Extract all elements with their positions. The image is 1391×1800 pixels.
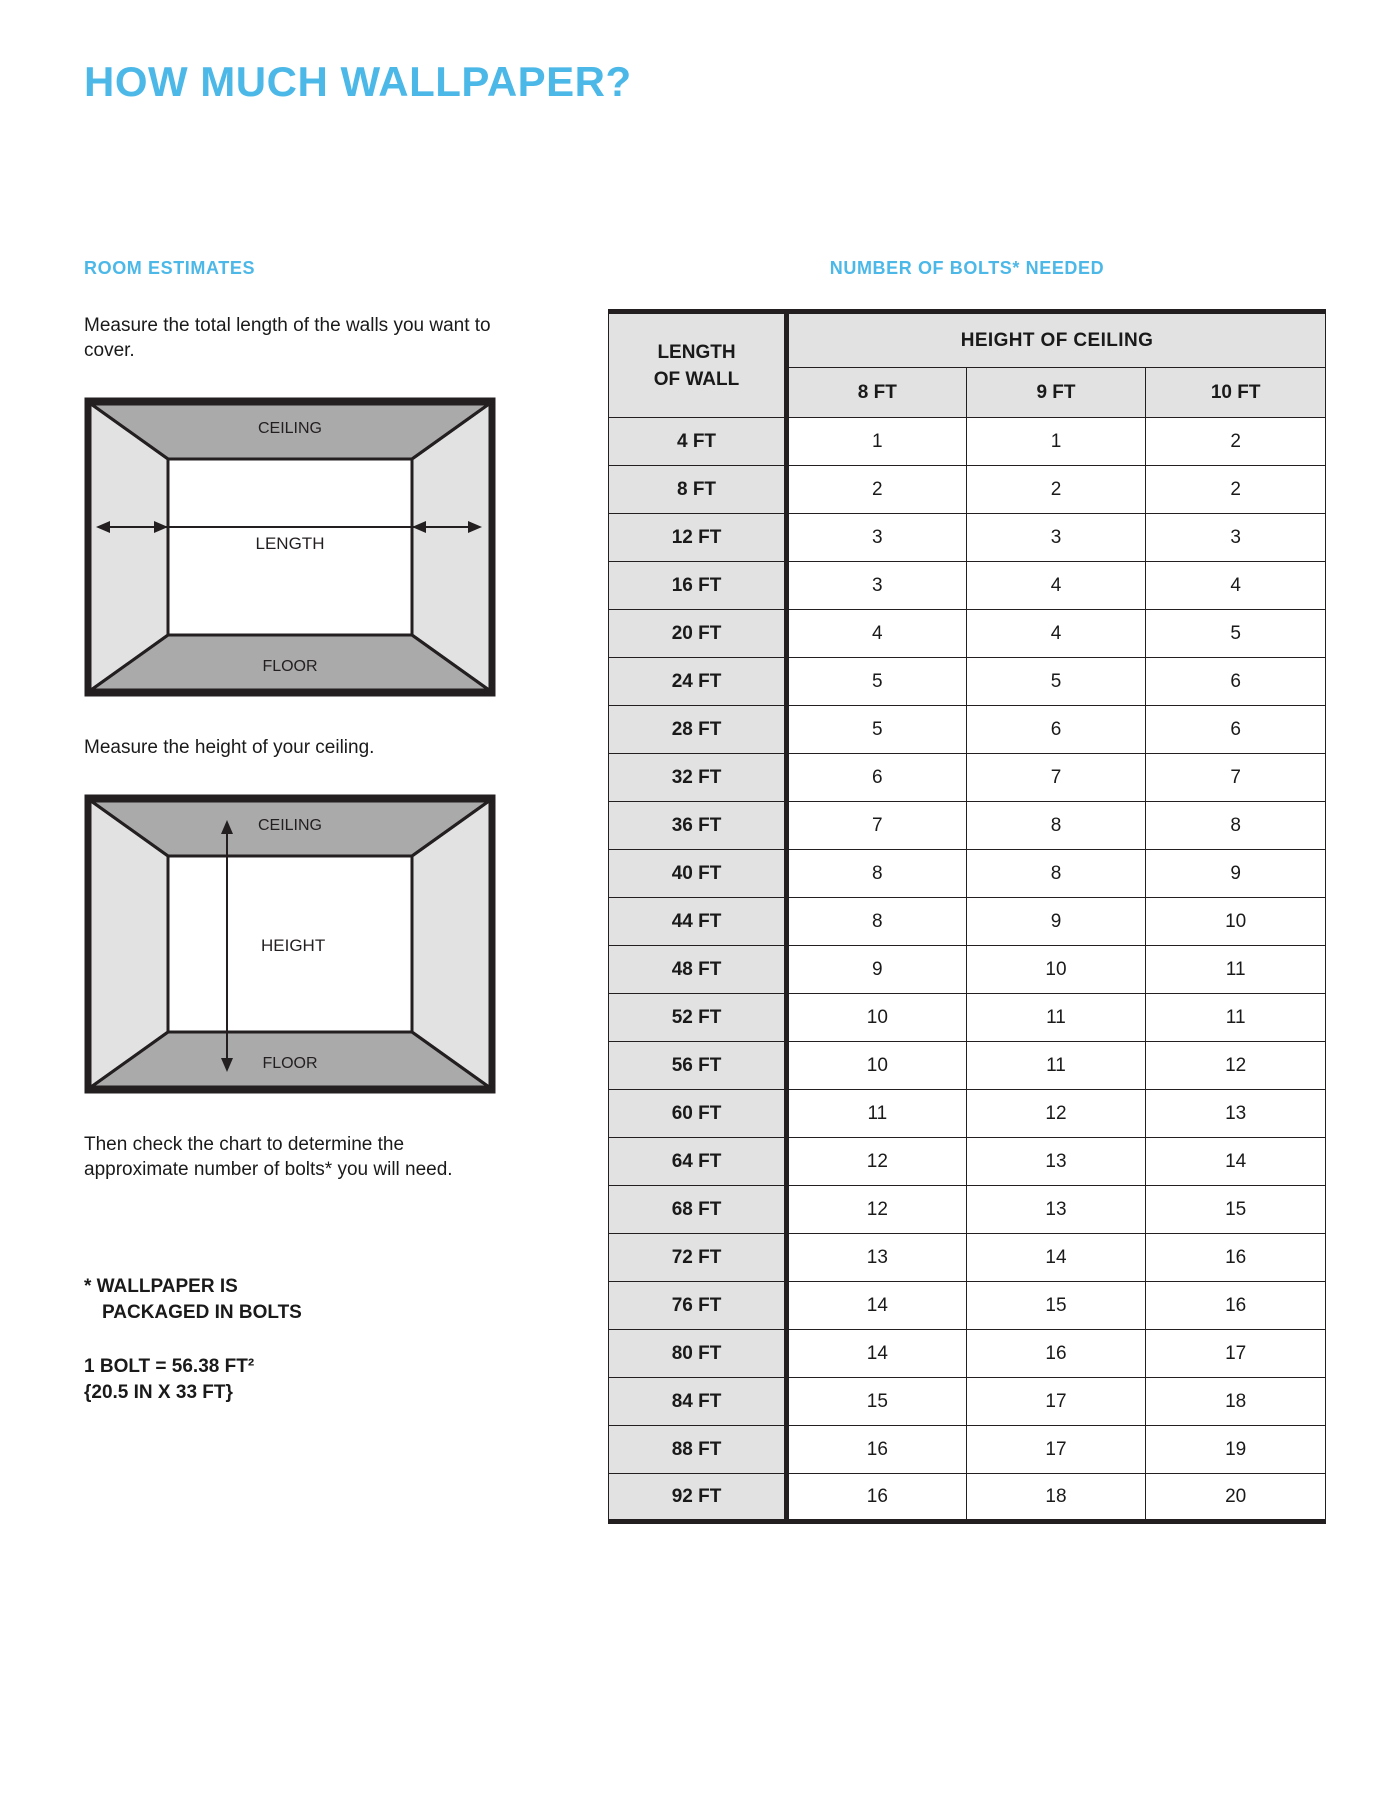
cell-9ft: 4 xyxy=(966,610,1146,658)
table-row xyxy=(609,658,1326,706)
cell-8ft: 16 xyxy=(787,1474,967,1522)
cell-10ft: 5 xyxy=(1146,610,1326,658)
cell-8ft: 12 xyxy=(787,1186,967,1234)
cell-9ft: 11 xyxy=(966,994,1146,1042)
bolts-table xyxy=(608,309,1326,1524)
header-ceiling-10ft: 10 FT xyxy=(1146,368,1326,418)
cell-9ft: 8 xyxy=(966,850,1146,898)
table-row xyxy=(609,706,1326,754)
table-row xyxy=(609,1378,1326,1426)
cell-9ft: 8 xyxy=(966,802,1146,850)
row-wall-length: 4 FT xyxy=(609,418,787,466)
row-wall-length: 32 FT xyxy=(609,754,787,802)
row-wall-length: 68 FT xyxy=(609,1186,787,1234)
cell-8ft: 14 xyxy=(787,1282,967,1330)
cell-10ft: 12 xyxy=(1146,1042,1326,1090)
cell-9ft: 3 xyxy=(966,514,1146,562)
table-row xyxy=(609,1090,1326,1138)
footnote-bolts-line2: PACKAGED IN BOLTS xyxy=(102,1302,302,1323)
cell-10ft: 11 xyxy=(1146,946,1326,994)
cell-9ft: 7 xyxy=(966,754,1146,802)
table-header xyxy=(609,312,1326,418)
cell-9ft: 14 xyxy=(966,1234,1146,1282)
header-length-line2: OF WALL xyxy=(653,368,740,390)
row-wall-length: 56 FT xyxy=(609,1042,787,1090)
cell-10ft: 6 xyxy=(1146,658,1326,706)
cell-9ft: 17 xyxy=(966,1378,1146,1426)
cell-10ft: 16 xyxy=(1146,1234,1326,1282)
bolts-table-column xyxy=(608,258,1326,1524)
cell-9ft: 1 xyxy=(966,418,1146,466)
header-length-of-wall xyxy=(609,312,787,418)
cell-8ft: 1 xyxy=(787,418,967,466)
cell-10ft: 3 xyxy=(1146,514,1326,562)
header-height-of-ceiling: HEIGHT OF CEILING xyxy=(787,312,1326,368)
cell-8ft: 16 xyxy=(787,1426,967,1474)
table-row xyxy=(609,1138,1326,1186)
cell-9ft: 10 xyxy=(966,946,1146,994)
row-wall-length: 72 FT xyxy=(609,1234,787,1282)
room-diagram-length xyxy=(84,397,496,697)
table-row xyxy=(609,850,1326,898)
table-row xyxy=(609,1042,1326,1090)
cell-8ft: 11 xyxy=(787,1090,967,1138)
row-wall-length: 52 FT xyxy=(609,994,787,1042)
cell-8ft: 6 xyxy=(787,754,967,802)
cell-10ft: 10 xyxy=(1146,898,1326,946)
svg-text:LENGTH: LENGTH xyxy=(255,534,325,553)
row-wall-length: 84 FT xyxy=(609,1378,787,1426)
row-wall-length: 76 FT xyxy=(609,1282,787,1330)
cell-9ft: 11 xyxy=(966,1042,1146,1090)
row-wall-length: 48 FT xyxy=(609,946,787,994)
table-row xyxy=(609,1186,1326,1234)
table-row xyxy=(609,562,1326,610)
cell-8ft: 3 xyxy=(787,514,967,562)
table-row xyxy=(609,418,1326,466)
cell-9ft: 12 xyxy=(966,1090,1146,1138)
cell-10ft: 4 xyxy=(1146,562,1326,610)
cell-10ft: 7 xyxy=(1146,754,1326,802)
cell-8ft: 2 xyxy=(787,466,967,514)
cell-10ft: 11 xyxy=(1146,994,1326,1042)
row-wall-length: 88 FT xyxy=(609,1426,787,1474)
cell-9ft: 2 xyxy=(966,466,1146,514)
cell-10ft: 15 xyxy=(1146,1186,1326,1234)
cell-10ft: 19 xyxy=(1146,1426,1326,1474)
cell-9ft: 17 xyxy=(966,1426,1146,1474)
row-wall-length: 20 FT xyxy=(609,610,787,658)
row-wall-length: 16 FT xyxy=(609,562,787,610)
table-row xyxy=(609,802,1326,850)
svg-text:HEIGHT: HEIGHT xyxy=(261,936,326,955)
svg-text:CEILING: CEILING xyxy=(257,817,323,834)
cell-8ft: 9 xyxy=(787,946,967,994)
section-heading-bolts: NUMBER OF BOLTS* NEEDED xyxy=(829,258,1105,278)
table-row xyxy=(609,514,1326,562)
table-body xyxy=(609,418,1326,1522)
table-row xyxy=(609,1474,1326,1522)
cell-8ft: 8 xyxy=(787,850,967,898)
row-wall-length: 92 FT xyxy=(609,1474,787,1522)
svg-text:FLOOR: FLOOR xyxy=(262,658,318,675)
cell-10ft: 6 xyxy=(1146,706,1326,754)
cell-10ft: 18 xyxy=(1146,1378,1326,1426)
page-title: HOW MUCH WALLPAPER? xyxy=(84,58,632,105)
cell-9ft: 13 xyxy=(966,1186,1146,1234)
cell-8ft: 8 xyxy=(787,898,967,946)
table-row xyxy=(609,466,1326,514)
table-row xyxy=(609,1426,1326,1474)
step-1-text: Measure the total length of the walls you want to cover. xyxy=(84,315,491,361)
footnote-bolt-size-line2: {20.5 IN X 33 FT} xyxy=(84,1382,233,1403)
room-diagram-height xyxy=(84,794,496,1094)
cell-9ft: 6 xyxy=(966,706,1146,754)
row-wall-length: 44 FT xyxy=(609,898,787,946)
cell-9ft: 16 xyxy=(966,1330,1146,1378)
table-row xyxy=(609,1330,1326,1378)
row-wall-length: 24 FT xyxy=(609,658,787,706)
cell-10ft: 14 xyxy=(1146,1138,1326,1186)
step-3-text: Then check the chart to determine the approximate number of bolts* you will need. xyxy=(84,1134,453,1180)
cell-9ft: 18 xyxy=(966,1474,1146,1522)
row-wall-length: 40 FT xyxy=(609,850,787,898)
cell-9ft: 15 xyxy=(966,1282,1146,1330)
row-wall-length: 28 FT xyxy=(609,706,787,754)
row-wall-length: 8 FT xyxy=(609,466,787,514)
footnote-bolts-line1: * WALLPAPER IS xyxy=(84,1276,238,1297)
cell-8ft: 5 xyxy=(787,658,967,706)
room-estimates-column xyxy=(84,258,504,1406)
cell-8ft: 10 xyxy=(787,994,967,1042)
section-heading-room-estimates: ROOM ESTIMATES xyxy=(84,258,256,278)
cell-8ft: 5 xyxy=(787,706,967,754)
header-ceiling-8ft: 8 FT xyxy=(787,368,967,418)
cell-8ft: 10 xyxy=(787,1042,967,1090)
header-length-line1: LENGTH xyxy=(657,341,736,363)
cell-10ft: 16 xyxy=(1146,1282,1326,1330)
cell-9ft: 5 xyxy=(966,658,1146,706)
cell-10ft: 9 xyxy=(1146,850,1326,898)
header-ceiling-9ft: 9 FT xyxy=(966,368,1146,418)
cell-8ft: 4 xyxy=(787,610,967,658)
svg-text:CEILING: CEILING xyxy=(257,420,323,437)
table-row xyxy=(609,946,1326,994)
cell-10ft: 8 xyxy=(1146,802,1326,850)
cell-10ft: 2 xyxy=(1146,418,1326,466)
row-wall-length: 60 FT xyxy=(609,1090,787,1138)
cell-10ft: 2 xyxy=(1146,466,1326,514)
step-2-text: Measure the height of your ceiling. xyxy=(84,737,375,758)
cell-9ft: 4 xyxy=(966,562,1146,610)
cell-8ft: 7 xyxy=(787,802,967,850)
cell-9ft: 13 xyxy=(966,1138,1146,1186)
row-wall-length: 80 FT xyxy=(609,1330,787,1378)
table-row xyxy=(609,1282,1326,1330)
table-row xyxy=(609,754,1326,802)
cell-8ft: 3 xyxy=(787,562,967,610)
svg-text:FLOOR: FLOOR xyxy=(262,1055,318,1072)
cell-8ft: 13 xyxy=(787,1234,967,1282)
row-wall-length: 12 FT xyxy=(609,514,787,562)
cell-10ft: 20 xyxy=(1146,1474,1326,1522)
table-row xyxy=(609,610,1326,658)
table-row xyxy=(609,898,1326,946)
row-wall-length: 64 FT xyxy=(609,1138,787,1186)
table-row xyxy=(609,994,1326,1042)
cell-8ft: 12 xyxy=(787,1138,967,1186)
cell-9ft: 9 xyxy=(966,898,1146,946)
cell-10ft: 17 xyxy=(1146,1330,1326,1378)
cell-8ft: 15 xyxy=(787,1378,967,1426)
row-wall-length: 36 FT xyxy=(609,802,787,850)
cell-8ft: 14 xyxy=(787,1330,967,1378)
table-row xyxy=(609,1234,1326,1282)
footnote-bolt-size-line1: 1 BOLT = 56.38 FT² xyxy=(84,1356,255,1377)
cell-10ft: 13 xyxy=(1146,1090,1326,1138)
